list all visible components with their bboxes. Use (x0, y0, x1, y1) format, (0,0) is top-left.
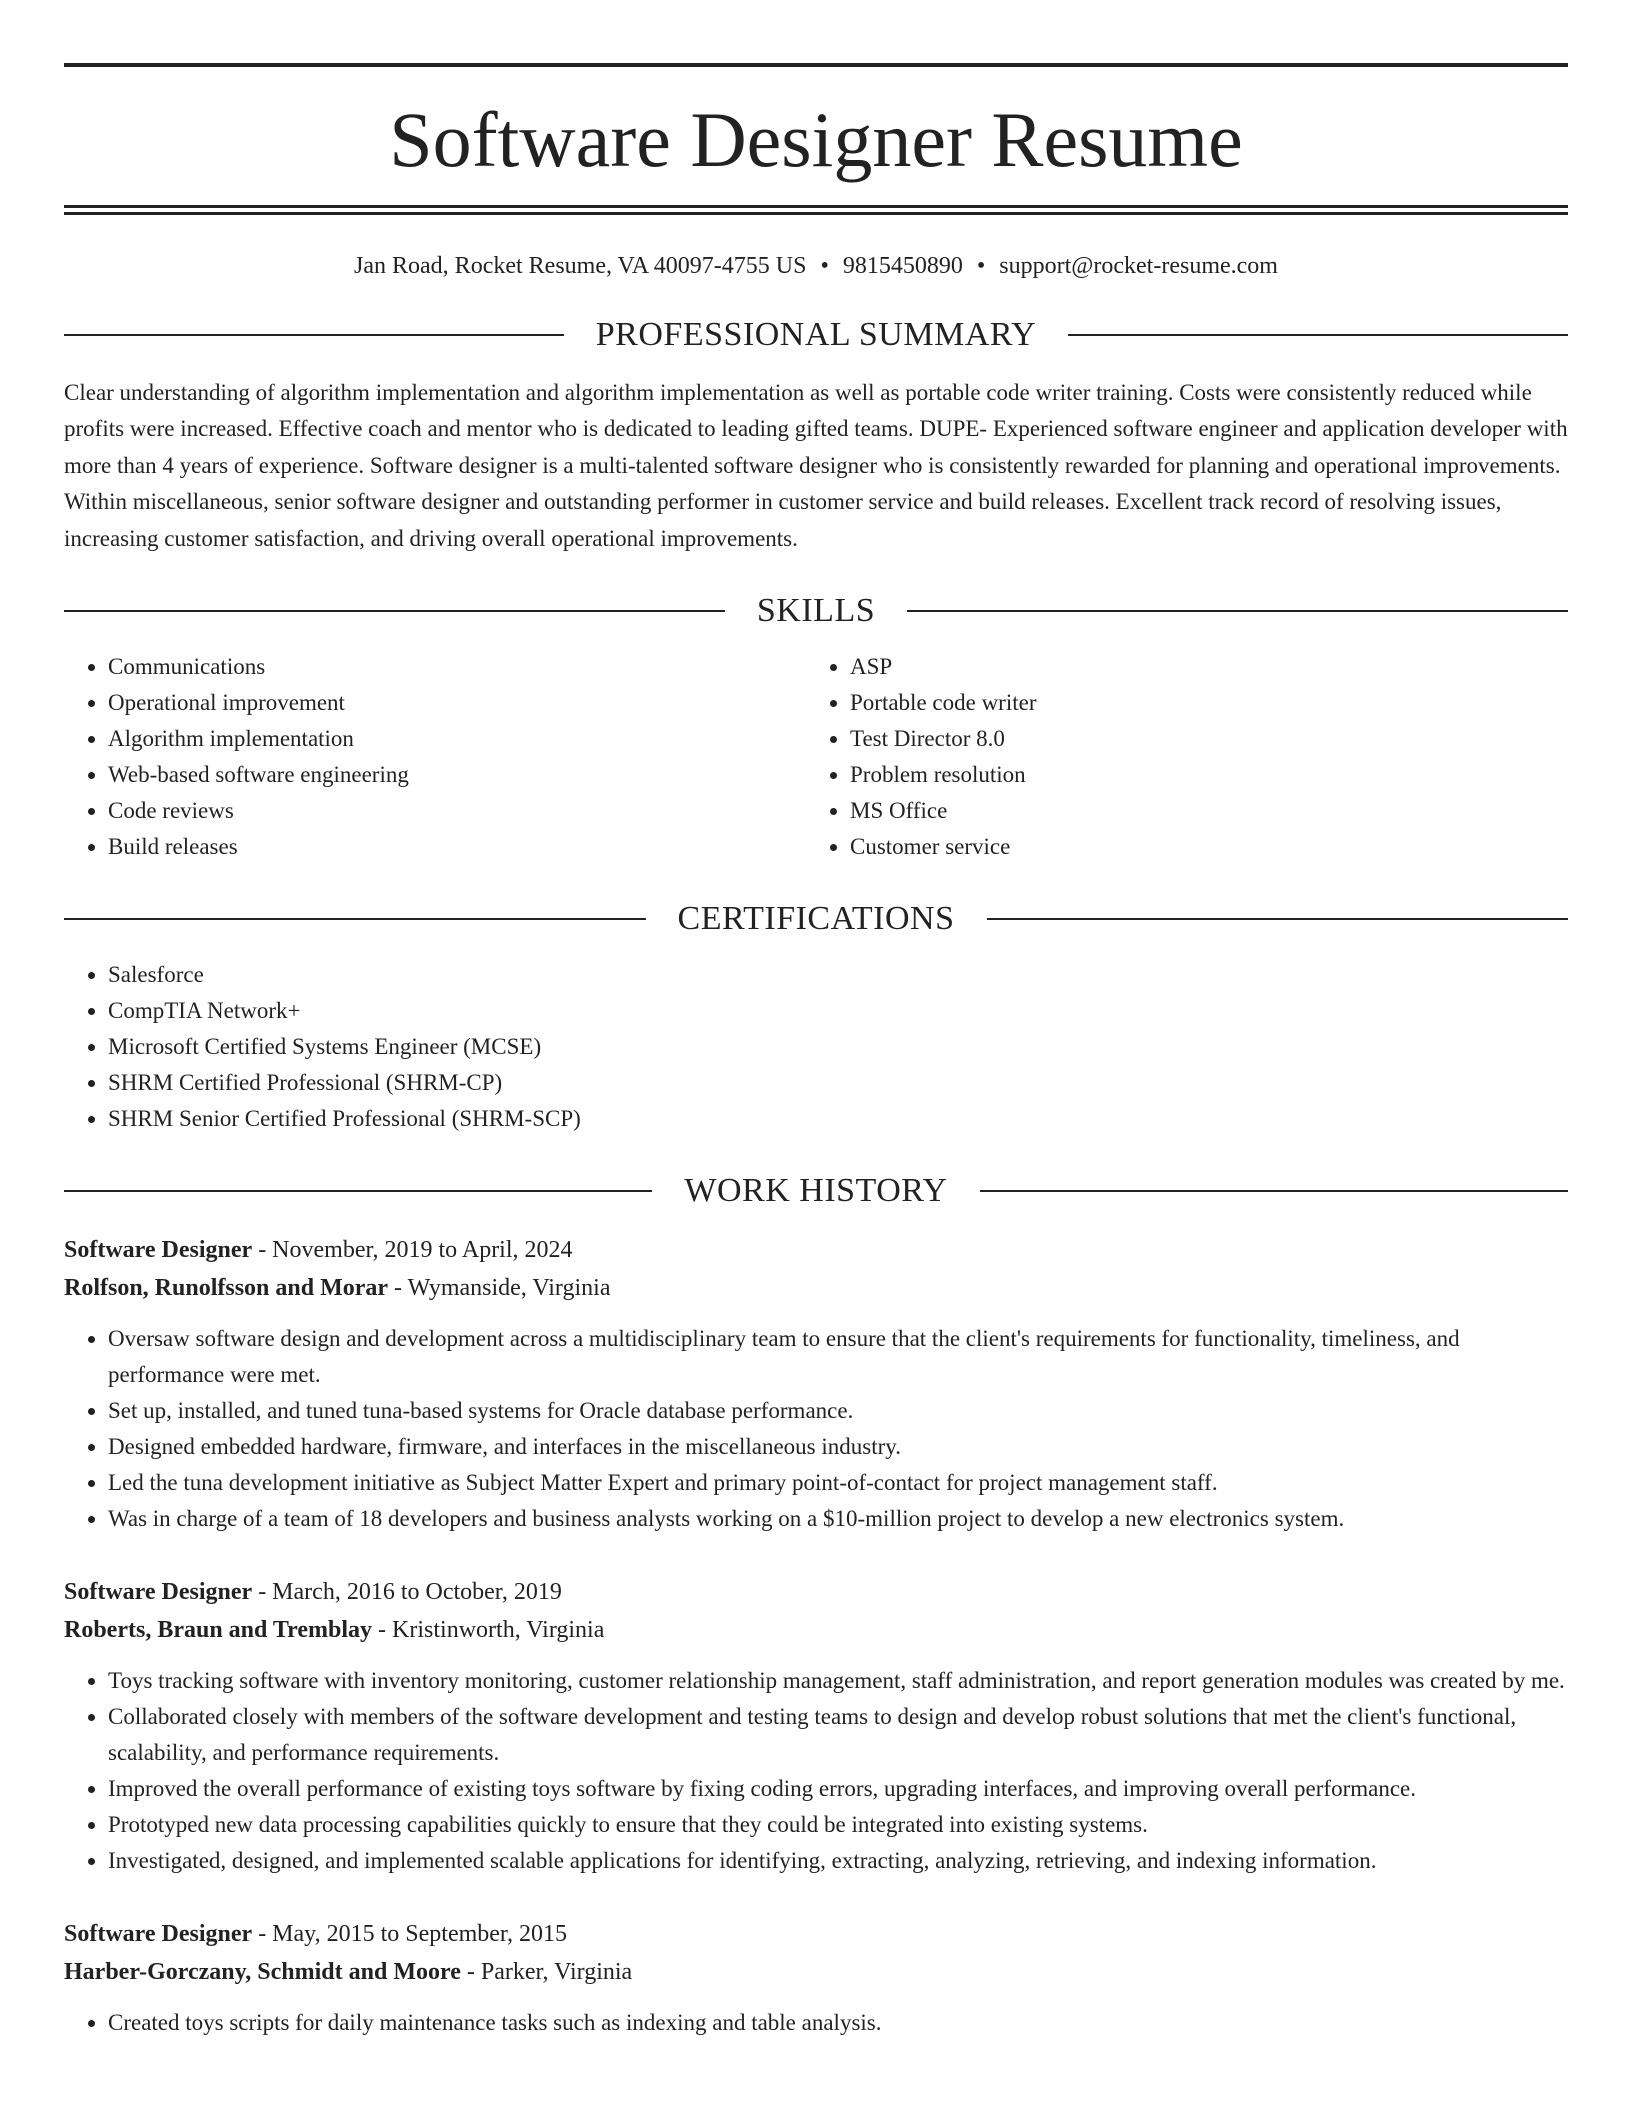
section-header-certifications (64, 899, 1568, 939)
job-location: - Wymanside, Virginia (388, 1275, 611, 1302)
section-header-work-history (64, 1171, 1568, 1211)
job-title-line (64, 1915, 1568, 1953)
job-location: - Parker, Virginia (460, 1959, 633, 1986)
skill-item: • Problem resolution (850, 757, 1548, 793)
job-company-line (64, 1611, 1568, 1649)
job-bullets (64, 1321, 1568, 1537)
certification-item: • CompTIA Network+ (108, 993, 1568, 1029)
job-bullet: • Investigated, designed, and implemented scalable applications for identifying, extracting, analyzing, retrieving, and indexing information. (108, 1843, 1568, 1879)
contact-address: Jan Road, Rocket Resume, VA 40097-4755 US (354, 253, 807, 279)
job-bullet: • Collaborated closely with members of the software development and testing teams to design and develop robust solutions that met the client's functional, scalability, and performance requirements. (108, 1699, 1568, 1771)
contact-separator: • (976, 253, 986, 279)
section-rule (980, 1190, 1568, 1192)
job-entry (64, 1573, 1568, 1879)
skill-item: • MS Office (850, 793, 1548, 829)
job-location: - Kristinworth, Virginia (372, 1617, 605, 1644)
skill-item: • Web-based software engineering (108, 757, 806, 793)
job-title: Software Designer (64, 1237, 253, 1264)
job-bullet: • Designed embedded hardware, firmware, and interfaces in the miscellaneous industry. (108, 1429, 1568, 1465)
contact-separator: • (820, 253, 829, 279)
contact-line (64, 251, 1568, 281)
job-bullet: • Was in charge of a team of 18 developers and business analysts working on a $10-million project to develop a new electronics system. (108, 1501, 1568, 1537)
skills-list-right (806, 649, 1548, 865)
section-rule (987, 918, 1569, 920)
job-bullets (64, 1663, 1568, 1879)
section-rule (907, 610, 1568, 612)
section-rule (64, 918, 646, 920)
job-title: Software Designer (64, 1921, 253, 1948)
title-double-rule (64, 205, 1568, 215)
job-company: Rolfson, Runolfsson and Morar (64, 1275, 389, 1302)
section-rule (64, 1190, 652, 1192)
certifications-list (64, 957, 1568, 1137)
summary-text: Clear understanding of algorithm implementation and algorithm implementation as well as portable code writer training. Costs were consistently reduced while profits were increased. Effective coach and mentor who is dedicated to leading gifted teams. DUPE- Experienced software engineer and application developer with more than 4 years of experience. Software designer is a multi-talented software designer who is consistently rewarded for planning and operational improvements. Within miscellaneous, senior software designer and outstanding performer in customer service and build releases. Excellent track record of resolving issues, increasing customer satisfaction, and driving overall operational improvements. (64, 380, 1568, 551)
job-bullet: • Improved the overall performance of existing toys software by fixing coding errors, upgrading interfaces, and improving overall performance. (108, 1771, 1568, 1807)
section-title: CERTIFICATIONS (677, 900, 955, 938)
skill-item: • Code reviews (108, 793, 806, 829)
skills-column-left (64, 649, 806, 865)
certification-item: • Microsoft Certified Systems Engineer (MCSE) (108, 1029, 1568, 1065)
certification-item: • SHRM Senior Certified Professional (SHRM-SCP) (108, 1101, 1568, 1137)
job-company-line (64, 1269, 1568, 1307)
job-entry (64, 1231, 1568, 1537)
job-company: Roberts, Braun and Tremblay (64, 1617, 373, 1644)
contact-phone: 9815450890 (842, 253, 963, 279)
job-entry (64, 1915, 1568, 2041)
certification-item: • Salesforce (108, 957, 1568, 993)
job-dates: - March, 2016 to October, 2019 (252, 1579, 562, 1606)
job-bullet: • Oversaw software design and development across a multidisciplinary team to ensure that the client's requirements for functionality, timeliness, and performance were met. (108, 1321, 1568, 1393)
section-header-summary (64, 315, 1568, 355)
top-rule (64, 63, 1568, 67)
skill-item: • Build releases (108, 829, 806, 865)
job-bullet: • Prototyped new data processing capabilities quickly to ensure that they could be integrated into existing systems. (108, 1807, 1568, 1843)
section-rule (64, 610, 725, 612)
section-title: SKILLS (756, 592, 876, 630)
certification-item: • SHRM Certified Professional (SHRM-CP) (108, 1065, 1568, 1101)
job-bullets (64, 2005, 1568, 2041)
job-bullet: • Set up, installed, and tuned tuna-based systems for Oracle database performance. (108, 1393, 1568, 1429)
section-title: PROFESSIONAL SUMMARY (595, 316, 1037, 353)
contact-email: support@rocket-resume.com (999, 253, 1278, 279)
skill-item: • ASP (850, 649, 1548, 685)
job-bullet: • Led the tuna development initiative as Subject Matter Expert and primary point-of-contact for project management staff. (108, 1465, 1568, 1501)
job-bullet: • Created toys scripts for daily maintenance tasks such as indexing and table analysis. (108, 2005, 1568, 2041)
job-dates: - November, 2019 to April, 2024 (252, 1237, 573, 1264)
section-rule (64, 334, 564, 336)
skill-item: • Test Director 8.0 (850, 721, 1548, 757)
job-dates: - May, 2015 to September, 2015 (252, 1921, 567, 1948)
job-title: Software Designer (64, 1579, 253, 1606)
job-bullet: • Toys tracking software with inventory monitoring, customer relationship management, staff administration, and report generation modules was created by me. (108, 1663, 1568, 1699)
skill-item: • Algorithm implementation (108, 721, 806, 757)
section-title: WORK HISTORY (684, 1172, 948, 1210)
page-title: Software Designer Resume (389, 96, 1243, 183)
skill-item: • Portable code writer (850, 685, 1548, 721)
job-title-line (64, 1231, 1568, 1269)
section-rule (1068, 334, 1568, 336)
skill-item: • Communications (108, 649, 806, 685)
skills-column-right (806, 649, 1548, 865)
skills-list-left (64, 649, 806, 865)
job-company-line (64, 1953, 1568, 1991)
skills-columns (64, 649, 1568, 865)
job-title-line (64, 1573, 1568, 1611)
skill-item: • Customer service (850, 829, 1548, 865)
resume-page (64, 0, 1568, 2041)
job-company: Harber-Gorczany, Schmidt and Moore (64, 1959, 461, 1986)
skill-item: • Operational improvement (108, 685, 806, 721)
section-header-skills (64, 591, 1568, 631)
